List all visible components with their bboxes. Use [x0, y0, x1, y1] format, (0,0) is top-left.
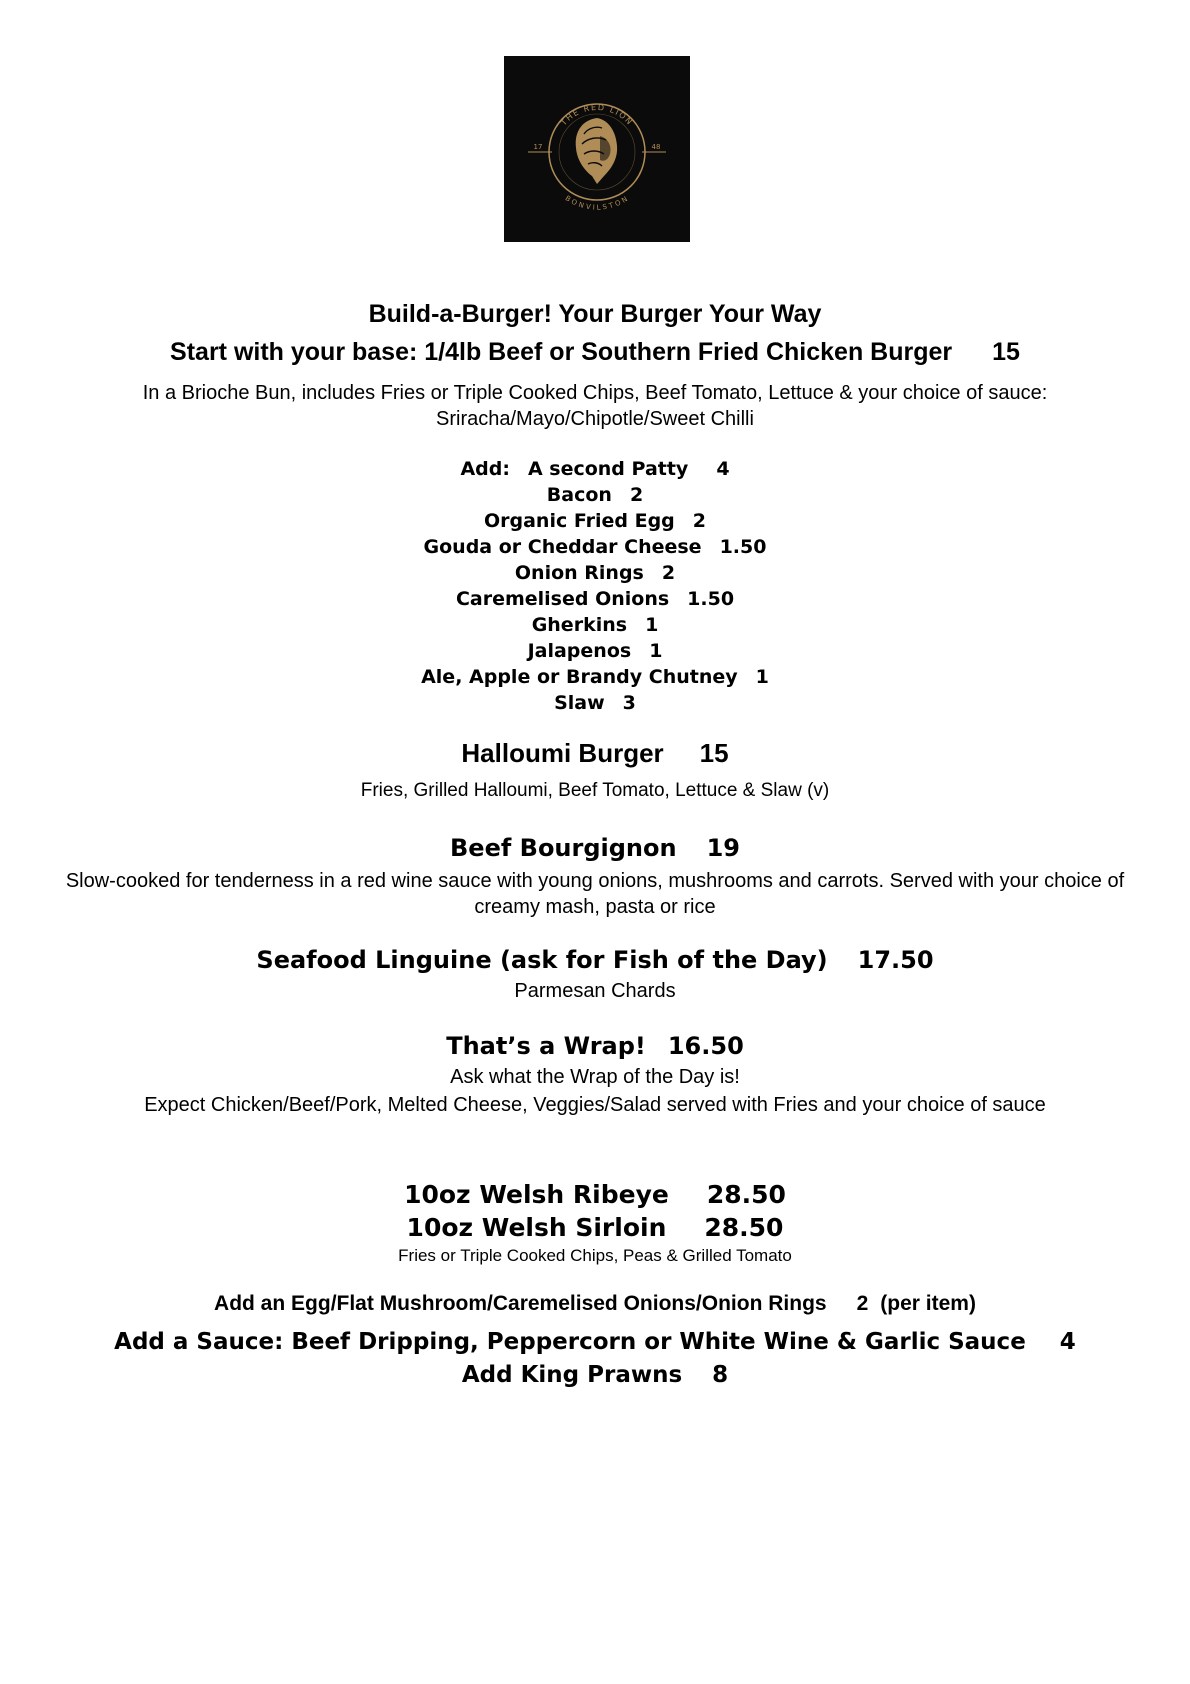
extras-prawns-line	[0, 1362, 1190, 1388]
addon-price: 4	[716, 458, 730, 480]
addon-price: 1.50	[687, 588, 735, 610]
addon-row-2	[0, 510, 1190, 532]
addon-row-1	[0, 484, 1190, 506]
addon-name: Onion Rings	[514, 562, 644, 584]
wrap-price: 16.50	[667, 1032, 744, 1060]
addon-row-0	[0, 458, 1190, 480]
bourgignon-title	[0, 834, 1190, 862]
steaks-description: Fries or Triple Cooked Chips, Peas & Grilled Tomato	[398, 1246, 792, 1265]
extras-egg-text: Add an Egg/Flat Mushroom/Caremelised Onions/Onion Rings	[214, 1292, 827, 1315]
extras-sauce-price: 4	[1059, 1329, 1076, 1355]
bourgignon-price: 19	[706, 834, 740, 862]
extras-prawns-text: Add King Prawns	[461, 1362, 683, 1388]
addon-row-9	[0, 692, 1190, 714]
burger-description: In a Brioche Bun, includes Fries or Triple Cooked Chips, Beef Tomato, Lettuce & your choice of sauce: Sriracha/Mayo/Chipotle/Sweet Chilli	[142, 382, 1048, 430]
addon-name: Bacon	[546, 484, 612, 506]
addon-price: 3	[622, 692, 636, 714]
extras-egg-note: (per item)	[880, 1292, 976, 1315]
addon-name: Gherkins	[531, 614, 628, 636]
linguine-price: 17.50	[857, 946, 934, 974]
addon-row-7	[0, 640, 1190, 662]
ribeye-line	[0, 1180, 1190, 1209]
wrap-line-2: Expect Chicken/Beef/Pork, Melted Cheese, Veggies/Salad served with Fries and your choice of sauce	[144, 1094, 1046, 1116]
linguine-name: Seafood Linguine (ask for Fish of the Day)	[256, 946, 828, 974]
extras-sauce-line	[0, 1329, 1190, 1355]
addon-row-3	[0, 536, 1190, 558]
addon-name: Caremelised Onions	[455, 588, 670, 610]
sirloin-name: 10oz Welsh Sirloin	[406, 1213, 667, 1242]
addon-price: 1	[645, 614, 659, 636]
addon-price: 2	[661, 562, 676, 584]
addon-price: 2	[692, 510, 707, 532]
ribeye-name: 10oz Welsh Ribeye	[404, 1180, 669, 1209]
sirloin-price: 28.50	[704, 1213, 784, 1242]
addon-name: A second Patty	[527, 458, 689, 480]
addon-name: Gouda or Cheddar Cheese	[423, 536, 702, 558]
addon-price: 1	[649, 640, 663, 662]
bourgignon-description: Slow-cooked for tenderness in a red wine sauce with young onions, mushrooms and carrots. Served with your choice of creamy mash, pasta or rice	[65, 870, 1125, 918]
add-label: Add:	[460, 458, 510, 480]
sirloin-line	[0, 1213, 1190, 1242]
addon-price: 1.50	[719, 536, 767, 558]
halloumi-name: Halloumi Burger	[461, 738, 664, 768]
wrap-line-1: Ask what the Wrap of the Day is!	[450, 1066, 740, 1088]
addon-name: Ale, Apple or Brandy Chutney	[421, 666, 738, 688]
wrap-title	[0, 1032, 1190, 1060]
addon-price: 1	[755, 666, 769, 688]
burger-base-line	[0, 338, 1190, 367]
svg-text:THE RED LION: THE RED LION	[559, 102, 635, 128]
linguine-title	[0, 946, 1190, 974]
addon-name: Slaw	[554, 692, 605, 714]
red-lion-logo	[504, 56, 690, 242]
addon-row-8	[0, 666, 1190, 688]
svg-text:BONVILSTON: BONVILSTON	[563, 194, 631, 212]
wrap-name: That’s a Wrap!	[446, 1032, 646, 1060]
halloumi-price: 15	[699, 738, 729, 768]
extras-egg-line	[0, 1292, 1190, 1316]
burger-base-name: Start with your base: 1/4lb Beef or Southern Fried Chicken Burger	[170, 338, 953, 366]
addon-row-4	[0, 562, 1190, 584]
addon-row-6	[0, 614, 1190, 636]
addon-name: Organic Fried Egg	[483, 510, 675, 532]
burger-base-price: 15	[992, 338, 1020, 366]
addon-price: 2	[629, 484, 644, 506]
extras-egg-price: 2	[856, 1292, 869, 1315]
extras-sauce-text: Add a Sauce: Beef Dripping, Peppercorn or White Wine & Garlic Sauce	[114, 1329, 1026, 1355]
halloumi-title	[0, 738, 1190, 769]
addon-row-5	[0, 588, 1190, 610]
burger-section-title: Build-a-Burger! Your Burger Your Way	[368, 300, 822, 328]
extras-prawns-price: 8	[712, 1362, 729, 1388]
halloumi-description: Fries, Grilled Halloumi, Beef Tomato, Lettuce & Slaw (v)	[360, 780, 830, 801]
bourgignon-name: Beef Bourgignon	[450, 834, 677, 862]
svg-text:17: 17	[533, 143, 543, 151]
addon-name: Jalapenos	[527, 640, 632, 662]
linguine-description: Parmesan Chards	[514, 980, 676, 1002]
svg-text:48: 48	[651, 143, 661, 151]
lion-emblem-icon	[504, 56, 690, 242]
ribeye-price: 28.50	[706, 1180, 786, 1209]
